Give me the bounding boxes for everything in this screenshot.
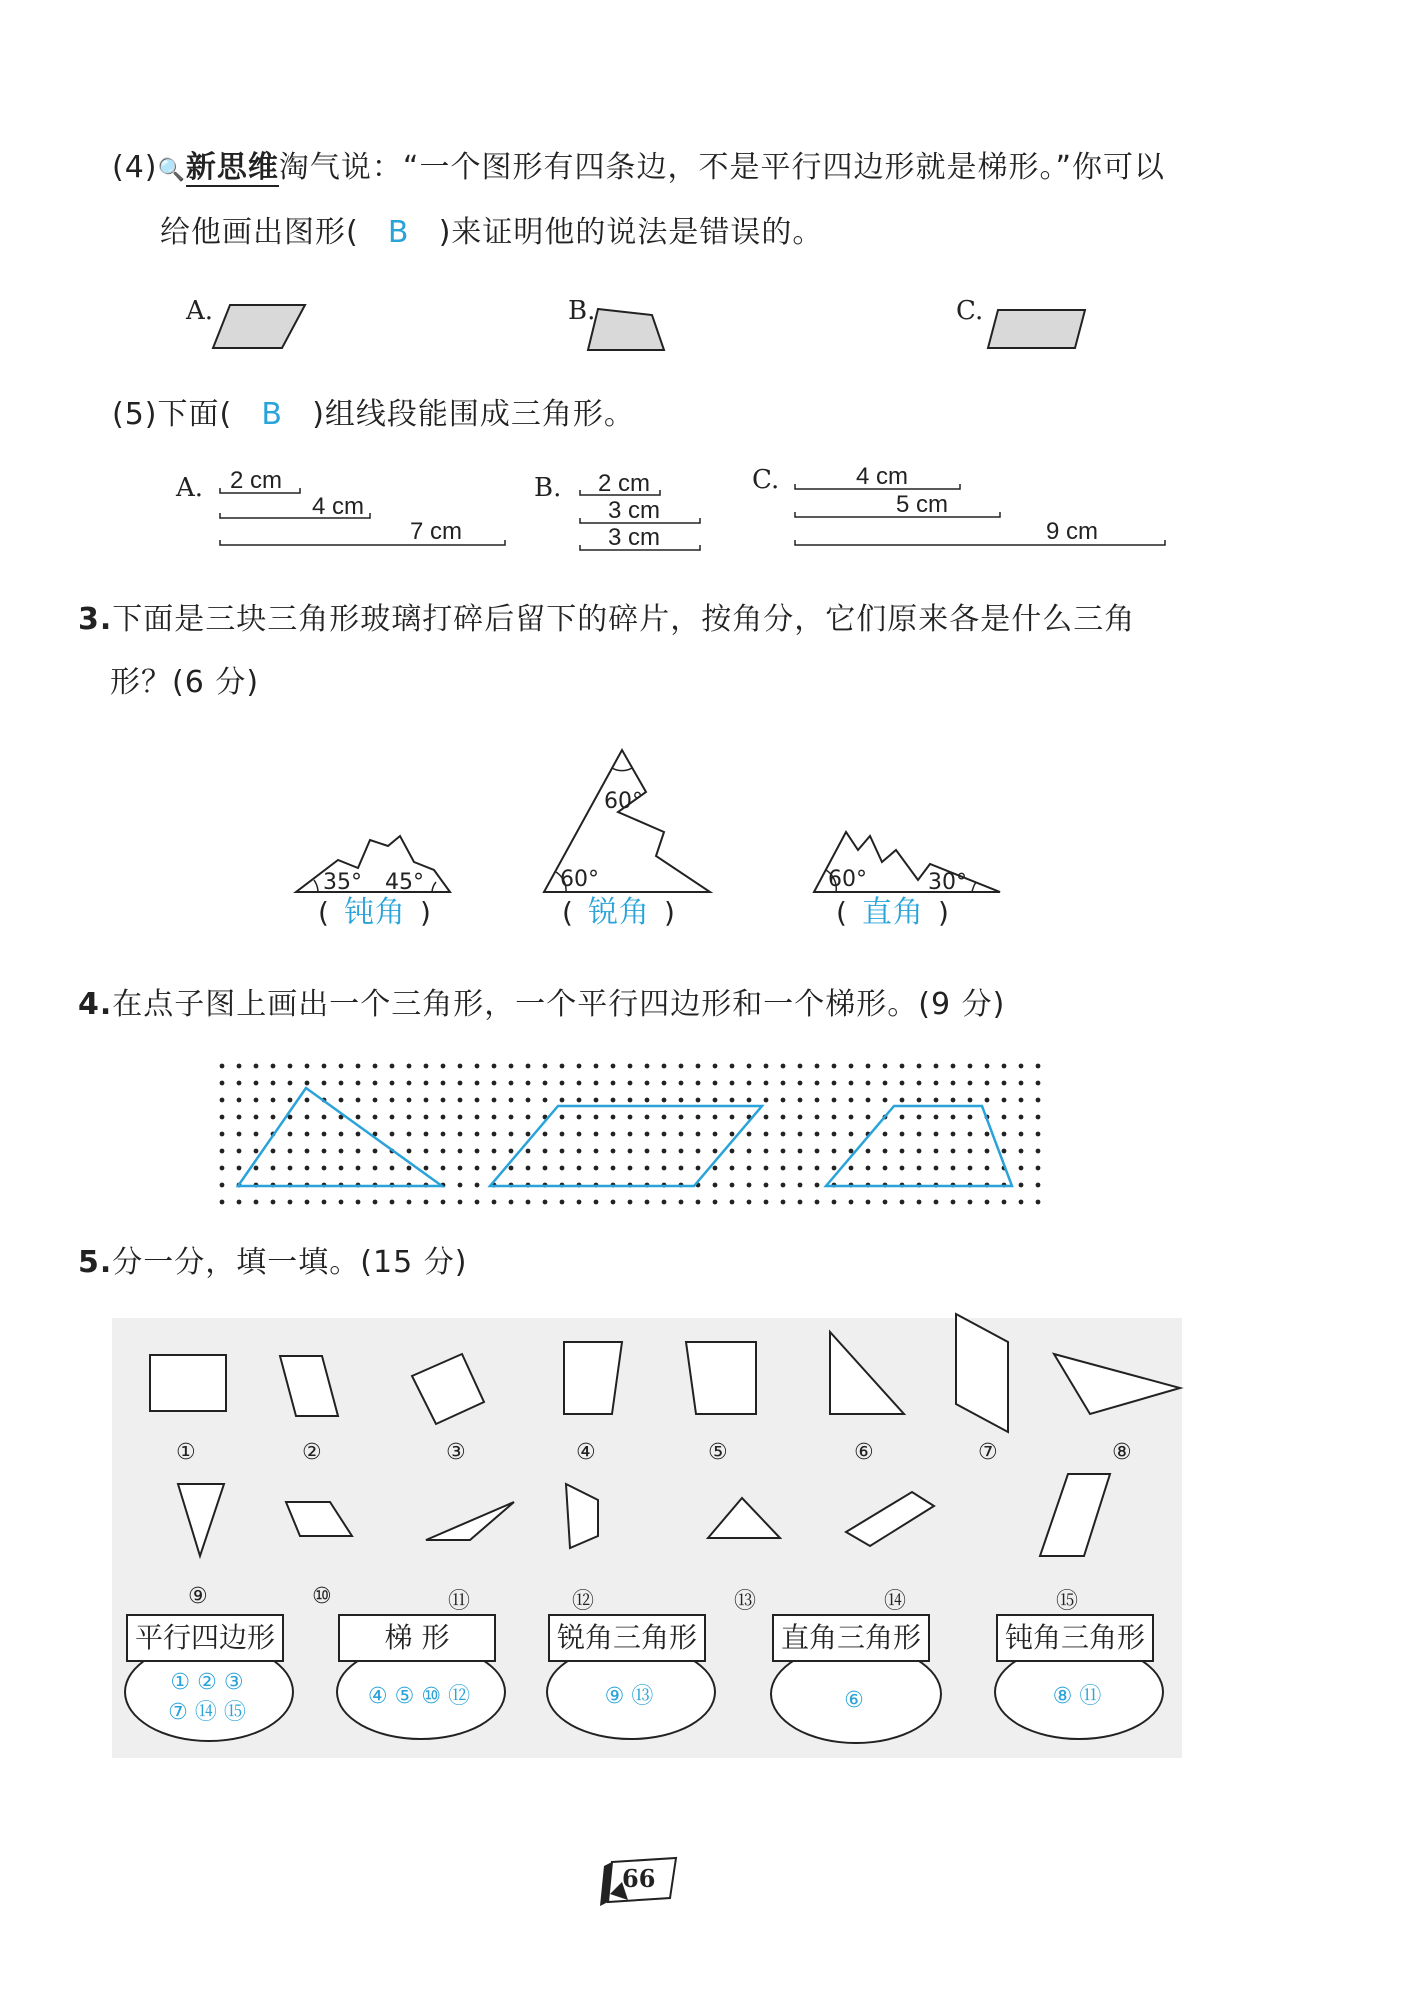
q4-option-b-label: B. (568, 296, 596, 326)
q3-answer-2: ( 锐角 ) (562, 895, 676, 930)
page-number: 66 (622, 1864, 656, 1893)
q5-sub-text-after: )组线段能围成三角形。 (312, 397, 635, 432)
q5-option-a-label: A. (176, 473, 204, 503)
category-1-answers: ① ② ③ ⑦ ⑭ ⑮ (168, 1670, 246, 1725)
shape-label-10: ⑩ (312, 1584, 332, 1609)
shape-15-parallelogram (1040, 1474, 1110, 1556)
q4-text: 在点子图上画出一个三角形，一个平行四边形和一个梯形。(9 分) (112, 987, 1006, 1022)
shape-1-rectangle (150, 1355, 226, 1411)
shape-label-15: ⑮ (1056, 1589, 1079, 1614)
shape-10-trapezoid (286, 1502, 352, 1536)
category-4-answers: ⑥ (844, 1688, 864, 1713)
q3-number: 3. (78, 602, 113, 637)
q3-answer-1: ( 钝角 ) (318, 895, 432, 930)
shape-12-trapezoid (566, 1484, 598, 1548)
shape-5-trapezoid (686, 1342, 756, 1414)
q5-option-c-label: C. (752, 465, 780, 495)
q5-b-seg3: 3 cm (608, 524, 661, 551)
shape-4-trapezoid (564, 1342, 622, 1414)
shape-6-right-triangle (830, 1332, 904, 1414)
shape-14-parallelogram (846, 1492, 934, 1546)
q5-sub-number: (5) (112, 397, 158, 432)
piece2-angle-bottom: 60° (560, 867, 599, 892)
q5-number: 5. (78, 1245, 113, 1280)
q4-option-c-label: C. (956, 296, 984, 326)
shape-11-obtuse-triangle (426, 1502, 514, 1540)
shape-label-14: ⑭ (884, 1589, 907, 1614)
shape-7-parallelogram (956, 1314, 1008, 1432)
q5-text: 分一分，填一填。(15 分) (112, 1245, 468, 1280)
q4-number: 4. (78, 987, 113, 1022)
q5-b-seg1: 2 cm (598, 470, 651, 497)
q3-answer-3-text[interactable]: 直角 (861, 895, 924, 930)
category-box-2: 梯 形 (338, 1614, 496, 1662)
shape-label-7: ⑦ (978, 1440, 998, 1465)
q3-text-line2: 形？(6 分) (110, 665, 260, 700)
q5-option-b-label: B. (534, 473, 562, 503)
q4-sub-text-before: 给他画出图形( (160, 215, 359, 250)
q5-a-seg1: 2 cm (230, 467, 283, 494)
q5-b-seg2: 3 cm (608, 497, 661, 524)
q5-a-seg2: 4 cm (312, 493, 365, 520)
q3-answer-1-text[interactable]: 钝角 (343, 895, 406, 930)
q5-c-seg1: 4 cm (856, 463, 909, 490)
shape-label-13: ⑬ (734, 1589, 757, 1614)
category-3-answers: ⑨ ⑬ (604, 1684, 654, 1709)
shape-8-obtuse-triangle (1054, 1354, 1180, 1414)
piece3-angle2: 30° (928, 870, 967, 895)
shape-label-12: ⑫ (572, 1589, 595, 1614)
shape-label-8: ⑧ (1112, 1440, 1132, 1465)
shape-3-square (412, 1354, 484, 1424)
q5-c-seg3: 9 cm (1046, 518, 1099, 545)
shape-label-11: ⑪ (448, 1589, 471, 1614)
category-box-3: 锐角三角形 (548, 1614, 706, 1662)
shape-13-acute-triangle (708, 1498, 780, 1538)
shape-label-2: ② (302, 1440, 322, 1465)
shape-label-6: ⑥ (854, 1440, 874, 1465)
category-2-answers: ④ ⑤ ⑩ ⑫ (367, 1684, 471, 1709)
q5-sub-text-before: 下面( (157, 397, 233, 432)
shape-label-4: ④ (576, 1440, 596, 1465)
piece2-angle-top: 60° (604, 789, 643, 814)
category-box-1: 平行四边形 (126, 1614, 284, 1662)
q5-a-seg3: 7 cm (410, 518, 463, 545)
shape-2-parallelogram (280, 1356, 338, 1416)
category-box-5: 钝角三角形 (996, 1614, 1154, 1662)
q5-c-seg2: 5 cm (896, 491, 949, 518)
category-box-4: 直角三角形 (772, 1614, 930, 1662)
q3-answer-2-text[interactable]: 锐角 (587, 895, 650, 930)
q4-option-a-label: A. (186, 296, 214, 326)
new-thinking-tag: 新思维 (185, 150, 279, 185)
shape-label-5: ⑤ (708, 1440, 728, 1465)
q4-sub-number: (4) (112, 150, 158, 185)
piece1-angle2: 45° (385, 870, 424, 895)
q4-sub-text-line1: 淘气说：“一个图形有四条边，不是平行四边形就是梯形。”你可以 (278, 150, 1165, 185)
shape-label-1: ① (176, 1440, 196, 1465)
shape-label-9: ⑨ (188, 1584, 208, 1609)
q3-text-line1: 下面是三块三角形玻璃打碎后留下的碎片，按角分，它们原来各是什么三角 (112, 602, 1136, 637)
piece1-angle1: 35° (323, 870, 362, 895)
magnifier-icon: 🔍 (157, 158, 186, 183)
q5-sub-answer[interactable]: B (261, 397, 284, 432)
shape-9-acute-triangle (178, 1484, 224, 1556)
piece3-angle1: 60° (828, 867, 867, 892)
shape-label-3: ③ (446, 1440, 466, 1465)
q3-answer-3: ( 直角 ) (836, 895, 950, 930)
q4-sub-answer[interactable]: B (387, 215, 410, 250)
q4-sub-text-after: )来证明他的说法是错误的。 (438, 215, 824, 250)
category-5-answers: ⑧ ⑪ (1052, 1684, 1102, 1709)
